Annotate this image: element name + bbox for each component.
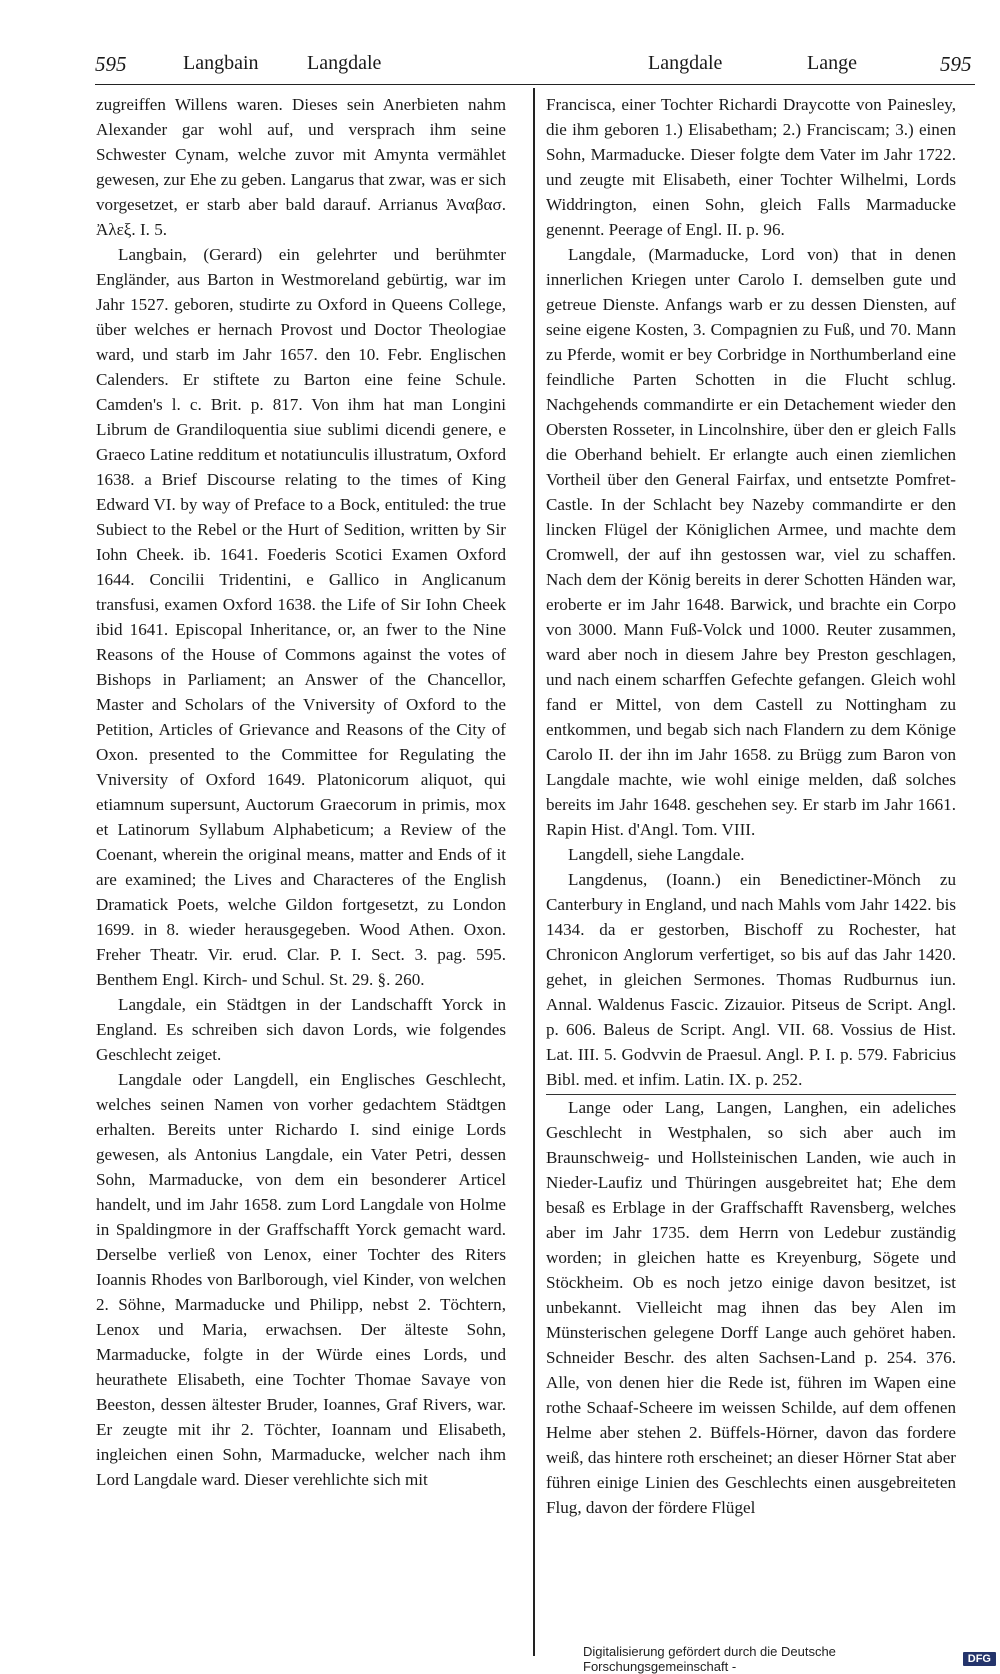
entry-langdell: Langdell, siehe Langdale. [568,845,745,864]
dfg-logo: DFG [963,1652,996,1666]
header-word-langdale-right: Langdale [648,52,723,74]
running-header [95,48,975,85]
header-word-langbain: Langbain [183,52,259,74]
paragraph-langdale-family-cont: Francisca, einer Tochter Richardi Draycotte von Painesley, die ihm geboren 1.) Elisabetham; 2.) Franciscam; 3.) einen Sohn, Marmaducke. Dieser folgte dem Vater im Jahr 1722. und zeugte mit Elisabeth, einer Tochter Wilhelmi, Lords Widdrington, einen Sohn, gleich Falls Marmaducke genennt. Peerage of Engl. II. p. 96. [546,95,956,239]
header-word-langdale: Langdale [307,52,382,74]
header-word-lange: Lange [807,52,857,74]
page-number-right: 595 [940,52,972,76]
right-column [546,92,956,1652]
page-number-left: 595 [95,52,127,76]
entry-langdenus: Langdenus, (Ioann.) ein Benedictiner-Mönch zu Canterbury in England, und nach Mahls vom Jahr 1422. bis 1434. da er gestorben, Bischoff zu Rochester, hat Chronicon Anglorum verfertiget, so bis auf das Jahr 1420. gehet, in gleichen Sermones. Thomas Rudburnus iun. Annal. Waldenus Fascic. Zizauior. Pitseus de Script. Angl. p. 606. Baleus de Script. Angl. VII. 68. Vossius de Hist. Lat. III. 5. Godvvin de Praesul. Angl. P. I. p. 579. Fabricius Bibl. med. et infim. Latin. IX. p. 252. [546,870,956,1089]
entry-langdale-town: Langdale, ein Städtgen in der Landschafft Yorck in England. Es schreiben sich davon Lords, wie folgendes Geschlecht zeiget. [96,995,506,1064]
entry-lange: Lange oder Lang, Langen, Langhen, ein adeliches Geschlecht in Westphalen, so sich aber auch im Braunschweig- und Hollsteinischen Landen, wie auch in Nieder-Laufiz und Thüringen ausgebreitet hat; Ehe dem besaß es Erblage in der Graffschafft Ravensberg, welches aber im Jahr 1735. dem Herrn von Ledebur zuständig worden; in gleichen hatte es Kreyenburg, Sögete und Stöckheim. Ob es noch jetzo einige davon besitzet, ist unbekannt. Vielleicht mag ihnen das bey Alen im Münsterischen gelegene Dorff Lange auch gehöret haben. Schneider Beschr. des alten Sachsen-Land p. 254. 376. Alle, von denen hier die Rede ist, führen im Wapen eine rothe Schaaf-Scheere im weissen Schilde, auf dem offenen Helme aber stehen 2. Büffels-Hörner, davon das fordere weiß, das hintere roth erscheinet; an dieser Hörner Stat aber führen einige Linien des Geschlechts einen ausgebreiteten Flug, davon der fördere Flügel [546,1094,956,1520]
left-column [96,92,506,1652]
column-divider [533,88,535,1656]
digitization-footer [583,1644,1000,1674]
entry-langdale-family: Langdale oder Langdell, ein Englisches Geschlecht, welches seinen Namen von vorher gedachtem Städtgen erhalten. Bereits unter Richardo I. sind einige Lords gewesen, als Antonius Langdale, ein Vater Petri, dessen Sohn, Marmaducke, von dem ein besonderer Articel handelt, und im Jahr 1658. zum Lord Langdale von Holme in Spaldingmore in der Graffschafft Yorck gemacht ward. Derselbe verließ von Lenox, einer Tochter des Riters Ioannis Rhodes von Barlborough, viel Kinder, von welchen 2. Söhne, Marmaducke und Philipp, nebst 2. Töchtern, Lenox und Maria, erwachsen. Der älteste Sohn, Marmaducke, folgte in der Würde eines Lords, und heurathete Elisabeth, eine Tochter Thomae Savaye von Beeston, dessen ältester Bruder, Ioannes, Graf Rivers, war. Er zeugte mit ihr 2. Töchter, Ioannam und Elisabeth, ingleichen einen Sohn, Marmaducke, welcher nach ihm Lord Langdale ward. Dieser verehlichte sich mit [96,1070,506,1489]
footer-credit-text: Digitalisierung gefördert durch die Deutsche Forschungsgemeinschaft - [583,1644,836,1674]
paragraph-langarus-end: zugreiffen Willens waren. Dieses sein Anerbieten nahm Alexander gar wohl auf, und versprach ihm seine Schwester Cynam, welche zuvor mit Amynta vermählet gewesen, zur Ehe zu geben. Langarus that zwar, was er sich vorgesetzet, er starb aber bald darauf. Arrianus Ἀναβασ. Ἀλεξ. I. 5. [96,95,506,239]
entry-langdale-marmaducke: Langdale, (Marmaducke, Lord von) that in denen innerlichen Kriegen unter Carolo I. demselben gute und getreue Dienste. Anfangs warb er zu dessen Diensten, auf seine eigene Kosten, 3. Compagnien zu Fuß, und 70. Mann zu Pferde, womit er bey Corbridge in Northumberland eine feindliche Parten Schotten in die Flucht schlug. Nachgehends commandirte er ein Detachement wieder den Obersten Rosseter, in Lincolnshire, über den er gleich Falls die Oberhand behielt. Er erlangte auch einen ziemlichen Vortheil über den General Fairfax, und entsetzte Pomfret-Castle. In der Schlacht bey Nazeby commandirte er den lincken Flügel der Königlichen Armee, und machte dem Cromwell, der auf ihn gestossen war, viel zu schaffen. Nach dem der König bereits in derer Schotten Händen war, eroberte er im Jahr 1648. Barwick, und brachte ein Corpo von 3000. Mann Fuß-Volck und 1000. Reuter zusammen, ward aber noch in diesem Jahre bey Preston geschlagen, und nach einem scharffen Gefechte gefangen. Gleich wohl fand er Mittel, von dem Castell zu Nottingham zu entkommen, und begab sich nach Flandern zu dem Könige Carolo II. der ihn im Jahr 1658. zu Brügg zum Baron von Langdale machte, wie wohl einige melden, daß solches bereits im Jahr 1648. geschehen sey. Er starb im Jahr 1661. Rapin Hist. d'Angl. Tom. VIII. [546,245,956,839]
entry-langbain: Langbain, (Gerard) ein gelehrter und berühmter Engländer, aus Barton in Westmoreland gebürtig, war im Jahr 1527. geboren, studirte zu Oxford in Queens College, über welches er hernach Provost und Doctor Theologiae ward, und starb im Jahr 1657. den 10. Febr. Englischen Calenders. Er stiftete zu Barton eine feine Schule. Camden's l. c. Brit. p. 817. Von ihm hat man Longini Librum de Grandiloquentia siue sublimi dicendi genere, e Graeco Latine redditum et notatiunculis illustratum, Oxford 1638. a Brief Discourse relating to the times of King Edward VI. by way of Preface to a Bock, entituled: the true Subiect to the Rebel or the Hurt of Sedition, written by Sir Iohn Cheek. ib. 1641. Foederis Scotici Examen Oxford 1644. Concilii Tridentini, e Gallico in Anglicanum transfusi, examen Oxford 1638. the Life of Sir Iohn Cheek ibid 1641. Episcopal Inheritance, or, an fwer to the Nine Reasons of the House of Commons against the votes of Bishops in Parliament; an Answer of the Chancellor, Master and Scholars of the Vniversity of Oxford to the Petition, Articles of Grievance and Reasons of the City of Oxon. presented to the Committee for Regulating the Vniversity of Oxford 1649. Platonicorum aliquot, qui etiamnum supersunt, Auctorum Graecorum in primis, mox et Latinorum Syllabum Alphabeticum; a Review of the Coenant, wherein the original means, matter and Ends of it are examined; the Lives and Characteres of the English Dramatick Poets, welche Gildon fortgesetzt, zu London 1699. in 8. wieder herausgegeben. Wood Athen. Oxon. Freher Theatr. Vir. erud. Clar. P. I. Sect. 3. pag. 595. Benthem Engl. Kirch- und Schul. St. 29. §. 260. [96,245,506,989]
